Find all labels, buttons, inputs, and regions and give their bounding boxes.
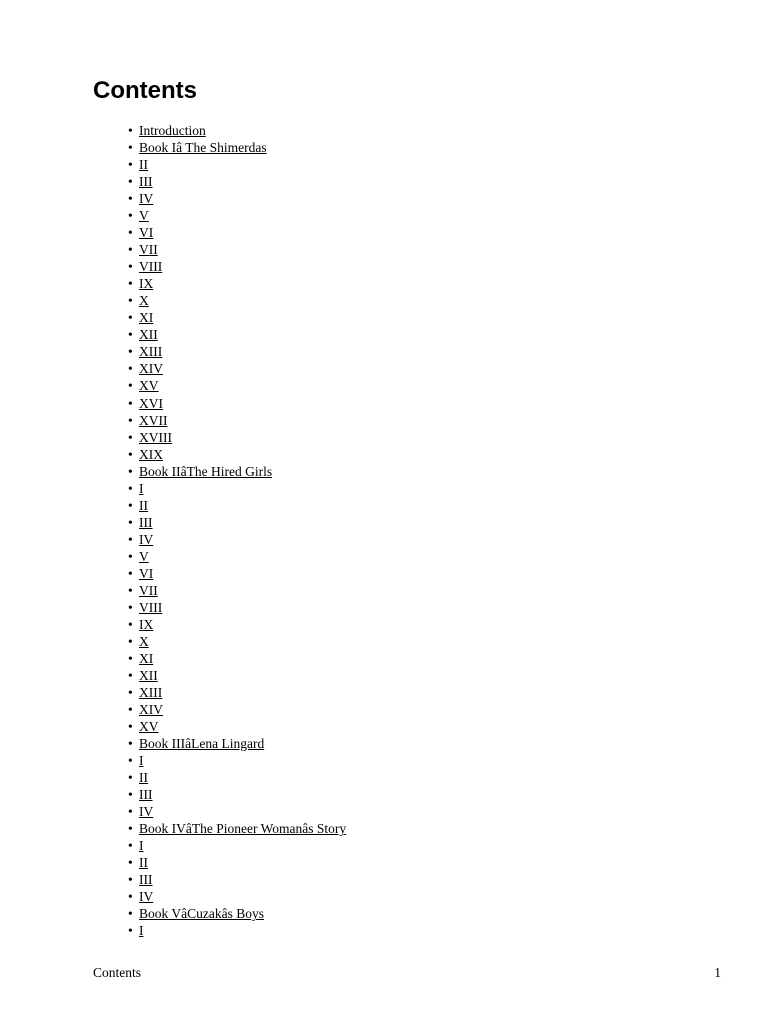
toc-item	[128, 343, 346, 360]
bullet: •	[128, 787, 133, 803]
bullet: •	[128, 293, 133, 309]
bullet: •	[128, 463, 133, 479]
bullet: •	[128, 514, 133, 530]
toc-link[interactable]: I	[139, 838, 144, 854]
toc-item	[128, 718, 346, 735]
toc-item	[128, 701, 346, 718]
toc-item	[128, 480, 346, 497]
toc-link[interactable]: II	[139, 770, 148, 786]
toc-link[interactable]: XII	[139, 327, 158, 343]
bullet: •	[128, 123, 133, 138]
bullet: •	[128, 140, 133, 156]
toc-item	[128, 565, 346, 582]
toc-item	[128, 207, 346, 224]
toc-link[interactable]: I	[139, 923, 144, 939]
toc-link[interactable]: XIII	[139, 685, 163, 701]
toc-item	[128, 360, 346, 377]
bullet: •	[128, 616, 133, 632]
toc-link[interactable]: Book IVâThe Pioneer Womanâs Story	[139, 821, 347, 837]
toc-item	[128, 854, 346, 871]
toc-item	[128, 139, 346, 156]
toc-link[interactable]: V	[139, 548, 149, 564]
toc-link[interactable]: XVII	[139, 412, 168, 428]
toc-link[interactable]: IV	[139, 889, 154, 905]
bullet: •	[128, 906, 133, 922]
toc-link[interactable]: Book Iâ The Shimerdas	[139, 140, 267, 156]
bullet: •	[128, 838, 133, 854]
toc-item	[128, 241, 346, 258]
toc-item	[128, 786, 346, 803]
toc-item	[128, 820, 346, 837]
bullet: •	[128, 446, 133, 462]
bullet: •	[128, 378, 133, 394]
bullet: •	[128, 855, 133, 871]
toc-link[interactable]: XV	[139, 378, 159, 394]
bullet: •	[128, 276, 133, 292]
bullet: •	[128, 633, 133, 649]
bullet: •	[128, 480, 133, 496]
toc-item	[128, 446, 346, 463]
bullet: •	[128, 310, 133, 326]
toc-item	[128, 275, 346, 292]
toc-link[interactable]: Book IIIâLena Lingard	[139, 736, 265, 752]
toc-link[interactable]: Book VâCuzakâs Boys	[139, 906, 264, 922]
toc-item	[128, 395, 346, 412]
bullet: •	[128, 650, 133, 666]
toc-item	[128, 650, 346, 667]
page-title: Contents	[93, 77, 197, 104]
toc-item	[128, 173, 346, 190]
toc-item	[128, 258, 346, 275]
toc-item	[128, 377, 346, 394]
toc-item	[128, 616, 346, 633]
toc-item	[128, 905, 346, 922]
bullet: •	[128, 429, 133, 445]
toc-link[interactable]: IV	[139, 191, 154, 207]
bullet: •	[128, 157, 133, 173]
bullet: •	[128, 548, 133, 564]
bullet: •	[128, 412, 133, 428]
bullet: •	[128, 702, 133, 718]
toc-link[interactable]: XIV	[139, 361, 163, 377]
bullet: •	[128, 804, 133, 820]
table-of-contents	[128, 122, 346, 940]
bullet: •	[128, 259, 133, 275]
bullet: •	[128, 685, 133, 701]
bullet: •	[128, 242, 133, 258]
toc-link[interactable]: XI	[139, 650, 154, 666]
toc-link[interactable]: III	[139, 787, 153, 803]
page-number: 1	[714, 965, 721, 980]
bullet: •	[128, 889, 133, 905]
toc-link[interactable]: VII	[139, 582, 158, 598]
toc-link[interactable]: X	[139, 633, 149, 649]
bullet: •	[128, 753, 133, 769]
toc-link[interactable]: XVIII	[139, 429, 172, 445]
toc-item	[128, 326, 346, 343]
bullet: •	[128, 327, 133, 343]
toc-link[interactable]: VI	[139, 225, 154, 241]
toc-link[interactable]: VI	[139, 565, 154, 581]
toc-link[interactable]: IV	[139, 531, 154, 547]
toc-item	[128, 412, 346, 429]
bullet: •	[128, 736, 133, 752]
toc-item	[128, 684, 346, 701]
toc-link[interactable]: II	[139, 855, 148, 871]
toc-link[interactable]: II	[139, 157, 148, 173]
toc-item	[128, 514, 346, 531]
toc-link[interactable]: III	[139, 174, 153, 190]
bullet: •	[128, 208, 133, 224]
toc-item	[128, 769, 346, 786]
toc-link[interactable]: X	[139, 293, 149, 309]
bullet: •	[128, 923, 133, 939]
toc-item	[128, 837, 346, 854]
bullet: •	[128, 395, 133, 411]
toc-link[interactable]: Introduction	[139, 123, 206, 138]
toc-link[interactable]: Book IIâThe Hired Girls	[139, 463, 273, 479]
toc-link[interactable]: VIII	[139, 599, 163, 615]
toc-link[interactable]: XIX	[139, 446, 163, 462]
toc-link[interactable]: XV	[139, 719, 159, 735]
toc-item	[128, 735, 346, 752]
toc-link[interactable]: XVI	[139, 395, 163, 411]
bullet: •	[128, 770, 133, 786]
toc-item	[128, 922, 346, 939]
toc-link[interactable]: IX	[139, 616, 154, 632]
bullet: •	[128, 191, 133, 207]
bullet: •	[128, 872, 133, 888]
toc-item	[128, 309, 346, 326]
toc-item	[128, 888, 346, 905]
bullet: •	[128, 361, 133, 377]
toc-item	[128, 497, 346, 514]
toc-link[interactable]: I	[139, 480, 144, 496]
toc-item	[128, 463, 346, 480]
toc-item	[128, 156, 346, 173]
bullet: •	[128, 225, 133, 241]
toc-link[interactable]: IX	[139, 276, 154, 292]
footer-title: Contents	[93, 965, 142, 980]
toc-item	[128, 190, 346, 207]
toc-item	[128, 752, 346, 769]
bullet: •	[128, 582, 133, 598]
bullet: •	[128, 344, 133, 360]
toc-link[interactable]: XII	[139, 668, 158, 683]
toc-link[interactable]: XIV	[139, 702, 163, 718]
toc-item	[128, 292, 346, 309]
bullet: •	[128, 565, 133, 581]
toc-item	[128, 531, 346, 548]
toc-link[interactable]: IV	[139, 804, 154, 820]
toc-link[interactable]: I	[139, 753, 144, 769]
toc-item	[128, 582, 346, 599]
toc-link[interactable]: III	[139, 514, 153, 530]
toc-item	[128, 548, 346, 565]
bullet: •	[128, 497, 133, 513]
bullet: •	[128, 668, 133, 683]
toc-item	[128, 633, 346, 650]
toc-link[interactable]: XIII	[139, 344, 163, 360]
toc-link[interactable]: VII	[139, 242, 158, 258]
toc-link[interactable]: VIII	[139, 259, 163, 275]
toc-link[interactable]: V	[139, 208, 149, 224]
toc-item	[128, 871, 346, 888]
toc-link[interactable]: III	[139, 872, 153, 888]
bullet: •	[128, 821, 133, 837]
toc-item	[128, 667, 346, 684]
bullet: •	[128, 719, 133, 735]
toc-item	[128, 122, 346, 139]
bullet: •	[128, 599, 133, 615]
toc-item	[128, 803, 346, 820]
toc-item	[128, 599, 346, 616]
toc-link[interactable]: XI	[139, 310, 154, 326]
toc-item	[128, 224, 346, 241]
toc-item	[128, 429, 346, 446]
bullet: •	[128, 174, 133, 190]
toc-link[interactable]: II	[139, 497, 148, 513]
bullet: •	[128, 531, 133, 547]
